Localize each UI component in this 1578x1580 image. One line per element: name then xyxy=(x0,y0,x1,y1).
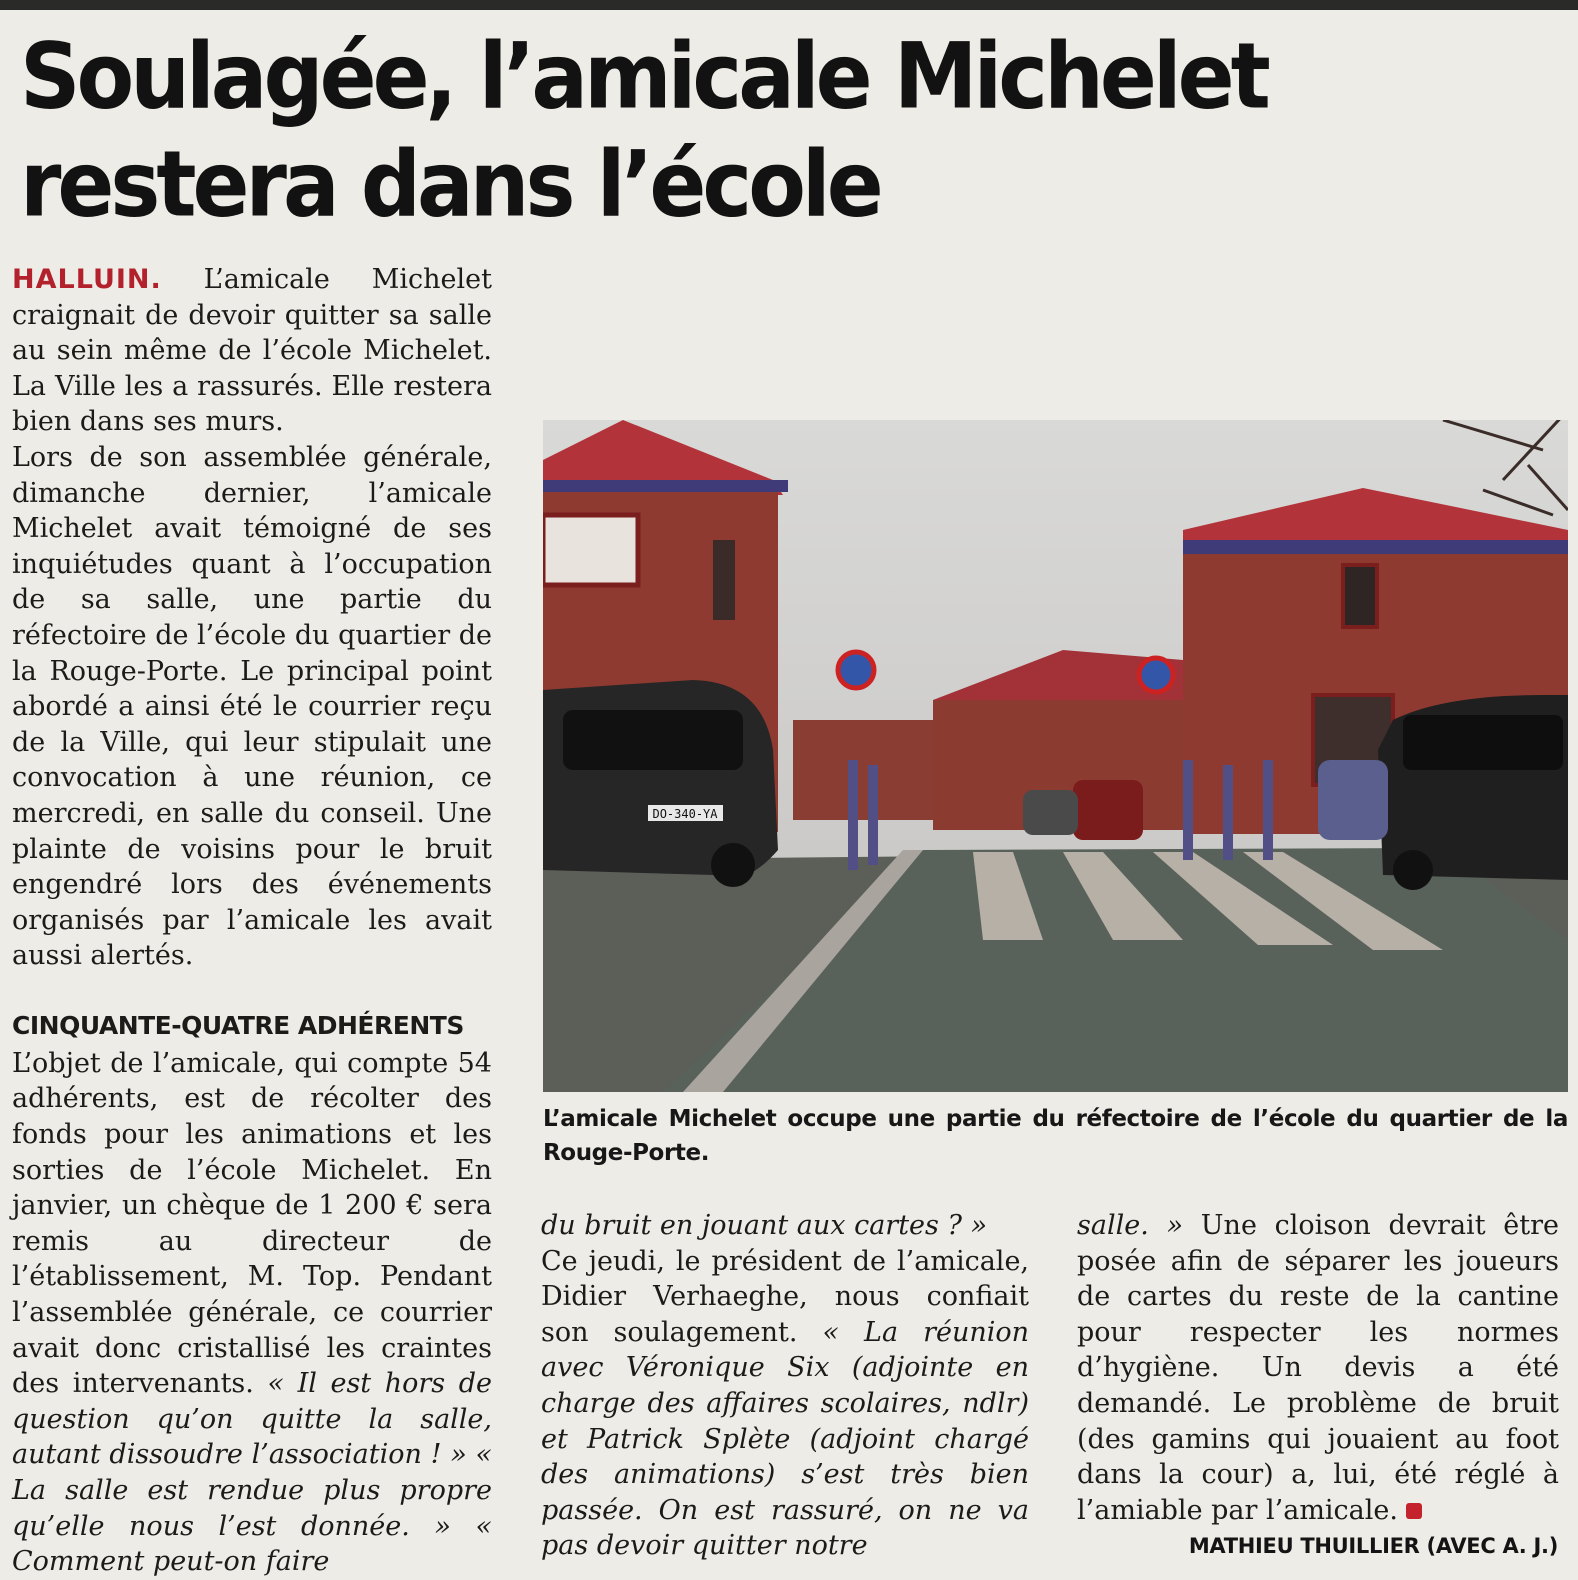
quote-2: « La salle est rendue plus propre qu’elle nous l’est donnée. » xyxy=(12,1439,492,1542)
column-2 xyxy=(541,1208,1029,1564)
top-edge xyxy=(0,0,1578,10)
headline xyxy=(20,22,1280,238)
para3-text: Ce jeudi, le président de l’amicale, Didier Verhaeghe, nous confiait son soulagement. xyxy=(541,1245,1029,1348)
body-paragraph-1: Lors de son assemblée générale, dimanche dernier, l’amicale Michelet avait témoigné de ses inquiétudes quant à l’occupation de sa salle, une partie du réfectoire de l’école du quartier de la Rouge-Porte. Le principal point abordé a ainsi été le courrier reçu de la Ville, qui leur stipulait une convocation à une réunion, ce mercredi, en salle du conseil. Une plainte de voisins pour le bruit engendré lors des événements organisés par l’amicale les avait aussi alertés. xyxy=(12,441,492,972)
quote-3-end: du bruit en jouant aux cartes ? » xyxy=(541,1210,988,1241)
para2-text: L’objet de l’amicale, qui compte 54 adhérents, est de récolter des fonds pour les animations et les sorties de l’école Michelet. En janvier, un chèque de 1 200 € sera remis au directeur de l’établissement, M. Top. Pendant l’assemblée générale, ce courrier avait donc cristallisé les craintes des intervenants. xyxy=(12,1047,492,1400)
headline-line-2: restera dans l’école xyxy=(20,131,880,237)
license-plate-text: DO-340-YA xyxy=(652,807,718,821)
headline-line-1: Soulagée, l’amicale Michelet xyxy=(20,23,1267,129)
body-paragraph-4 xyxy=(1077,1208,1559,1528)
subheading: CINQUANTE-QUATRE ADHÉRENTS xyxy=(12,1010,464,1040)
column-1 xyxy=(12,262,492,1580)
body-paragraph-2 xyxy=(12,1046,492,1580)
dateline-kicker: HALLUIN. xyxy=(12,264,162,295)
article-photo xyxy=(543,420,1568,1092)
photo-caption: L’amicale Michelet occupe une partie du réfectoire de l’école du quartier de la Rouge-Porte. xyxy=(543,1106,1568,1166)
body-paragraph-3 xyxy=(541,1244,1029,1564)
para4-text: Une cloison devrait être posée afin de séparer les joueurs de cartes du reste de la cantine pour respecter les normes d’hygiène. Un devis a été demandé. Le problème de bruit (des gamins qui jouaient au foot dans la cour) a, lui, été réglé à l’amiable par l’amicale. xyxy=(1077,1210,1559,1526)
intro-text: L’amicale Michelet craignait de devoir quitter sa salle au sein même de l’école Michelet. La Ville les a rassurés. Elle restera bien dans ses murs. xyxy=(12,264,492,438)
end-of-article-icon xyxy=(1406,1503,1422,1519)
byline: MATHIEU THUILLIER (AVEC A. J.) xyxy=(1188,1534,1558,1558)
quote-4-end: salle. » xyxy=(1077,1210,1184,1241)
intro-paragraph xyxy=(12,262,492,440)
quote-1: « Il est hors de question qu’on quitte la salle, autant dissoudre l’association ! » xyxy=(12,1368,492,1471)
quote-3-start: « Comment peut-on faire xyxy=(12,1510,492,1578)
column-3 xyxy=(1077,1208,1559,1528)
quote-4: « La réunion avec Véronique Six (adjointe en charge des affaires scolaires, ndlr) et Patrick Splète (adjoint chargé des animations) s’est très bien passée. On est rassuré, on ne va pas devoir quitter notre xyxy=(541,1316,1030,1562)
